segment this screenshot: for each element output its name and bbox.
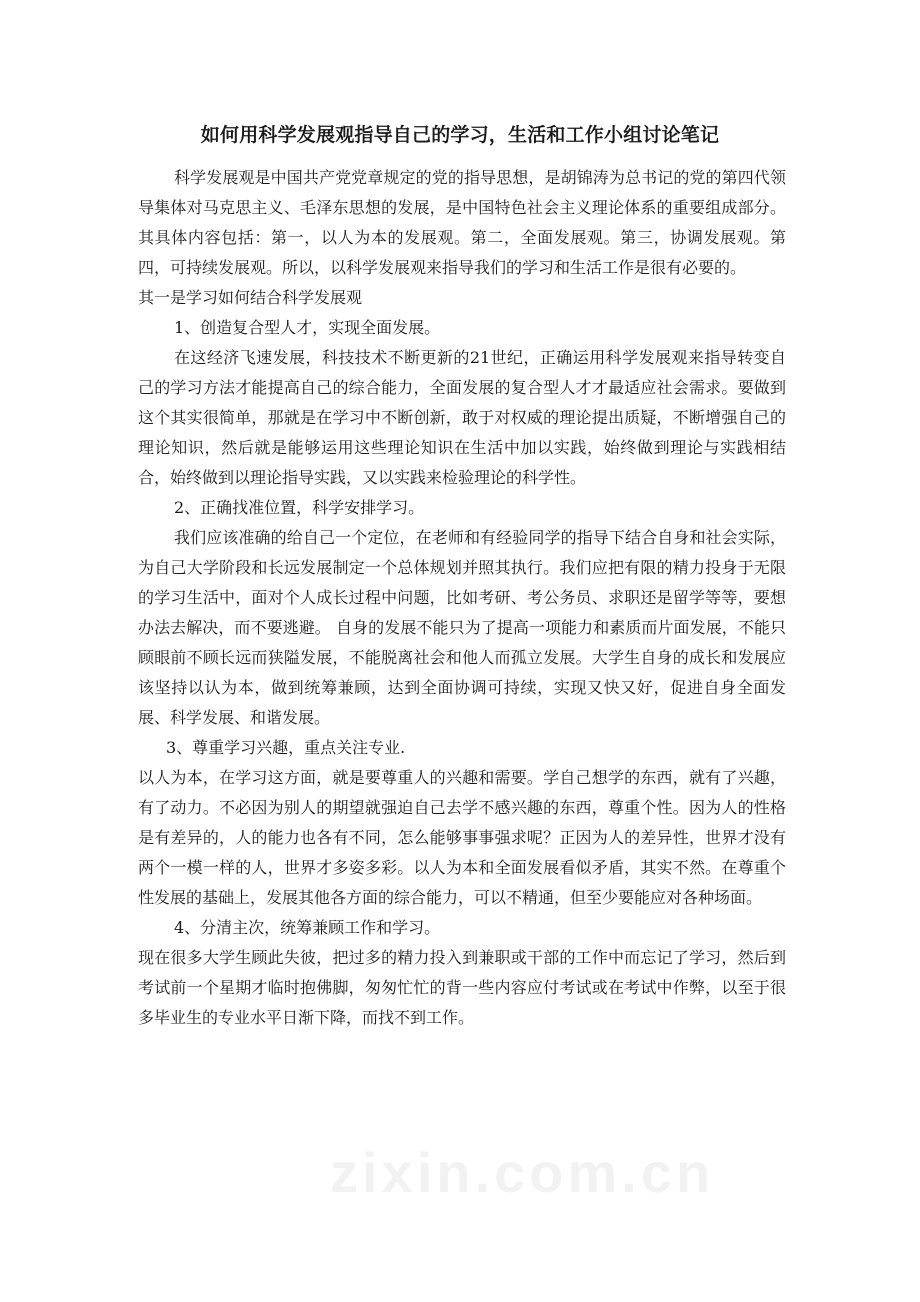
- point-3-heading: 3、尊重学习兴趣，重点关注专业.: [166, 738, 406, 757]
- point-1-heading: 1、创造复合型人才，实现全面发展。: [174, 318, 441, 337]
- document-body: [138, 163, 786, 1033]
- point-1-body: 在这经济飞速发展，科技技术不断更新的21世纪，正确运用科学发展观来指导转变自己的学习方法才能提高自己的综合能力，全面发展的复合型人才才最适应社会需求。要做到这个其实很简单，那就是在学习中不断创新，敢于对权威的理论提出质疑，不断增强自己的理论知识，然后就是能够运用这些理论知识在生活中加以实践，始终做到理论与实践相结合，始终做到以理论指导实践，又以实践来检验理论的科学性。: [138, 348, 786, 487]
- document-title: 如何用科学发展观指导自己的学习，生活和工作小组讨论笔记: [200, 124, 720, 146]
- watermark: zixin.com.cn: [330, 1141, 715, 1204]
- paragraph-intro: 科学发展观是中国共产党党章规定的党的指导思想，是胡锦涛为总书记的党的第四代领导集体对马克思主义、毛泽东思想的发展，是中国特色社会主义理论体系的重要组成部分。其具体内容包括：第一，以人为本的发展观。第二，全面发展观。第三，协调发展观。第四，可持续发展观。所以，以科学发展观来指导我们的学习和生活工作是很有必要的。: [138, 168, 786, 277]
- point-2-body: 我们应该准确的给自己一个定位，在老师和有经验同学的指导下结合自身和社会实际，为自己大学阶段和长远发展制定一个总体规划并照其执行。我们应把有限的精力投身于无限的学习生活中，面对个人成长过程中问题，比如考研、考公务员、求职还是留学等等，要想办法去解决，而不要逃避。 自身的发展不能只为了提高一项能力和素质而片面发展，不能只顾眼前不顾长远而狭隘发展，不能脱离社会和他人而孤立发展。大学生自身的成长和发展应该坚持以认为本，做到统筹兼顾，达到全面协调可持续，实现又快又好，促进自身全面发展、科学发展、和谐发展。: [138, 528, 786, 727]
- section-heading-study: 其一是学习如何结合科学发展观: [138, 288, 363, 307]
- point-4-body: 现在很多大学生顾此失彼，把过多的精力投入到兼职或干部的工作中而忘记了学习，然后到考试前一个星期才临时抱佛脚，匆匆忙忙的背一些内容应付考试或在考试中作弊，以至于很多毕业生的专业水平日渐下降，而找不到工作。: [138, 948, 786, 1027]
- point-2-heading: 2、正确找准位置，科学安排学习。: [174, 498, 425, 517]
- point-3-body: 以人为本，在学习这方面，就是要尊重人的兴趣和需要。学自己想学的东西，就有了兴趣，有了动力。不必因为别人的期望就强迫自己去学不感兴趣的东西，尊重个性。因为人的性格是有差异的，人的能力也各有不同，怎么能够事事强求呢？正因为人的差异性，世界才没有两个一模一样的人，世界才多姿多彩。以人为本和全面发展看似矛盾，其实不然。在尊重个性发展的基础上，发展其他各方面的综合能力，可以不精通，但至少要能应对各种场面。: [138, 768, 786, 907]
- point-4-heading: 4、分清主次，统筹兼顾工作和学习。: [174, 918, 441, 937]
